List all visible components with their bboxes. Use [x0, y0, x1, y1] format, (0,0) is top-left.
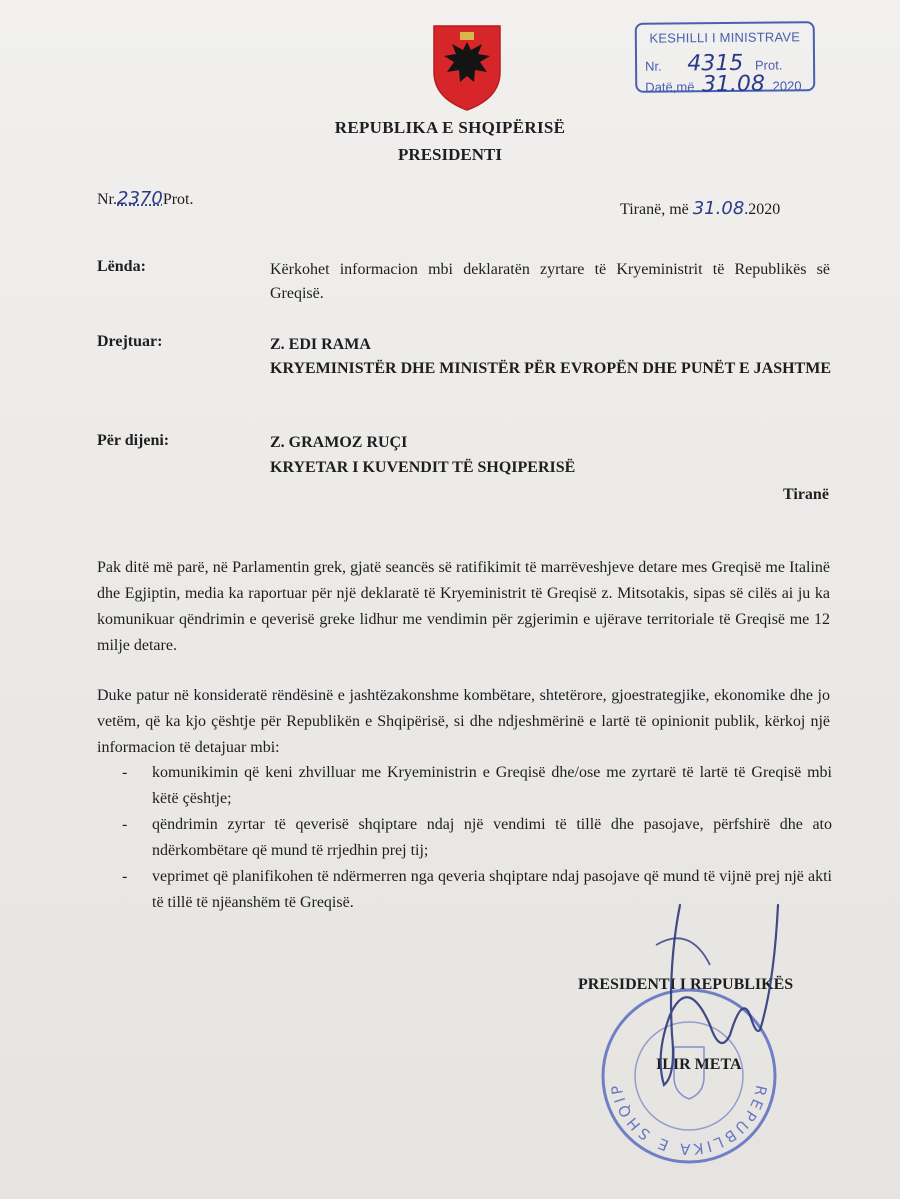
- protocol-nr-label: Nr.: [97, 191, 117, 208]
- subject-text: Kërkohet informacion mbi deklaratën zyrtare të Kryeministrit të Republikës së Greqisë.: [270, 261, 830, 302]
- cc-label: Për dijeni:: [97, 432, 170, 449]
- stamp-nr-value: 4315: [687, 50, 744, 77]
- albanian-emblem-icon: [430, 20, 504, 112]
- stamp-date-label: Datë,më: [645, 79, 695, 95]
- bullet-mark: -: [122, 764, 128, 781]
- stamp-date-row: [645, 71, 805, 97]
- stamp-nr-label: Nr.: [645, 58, 662, 74]
- city-label: Tiranë: [783, 486, 829, 503]
- cc-title: KRYETAR I KUVENDIT TË SHQIPERISË: [270, 459, 576, 476]
- stamp-date-value: 31.08: [701, 71, 766, 98]
- bullet-item: komunikimin që keni zhvilluar me Kryeministrin e Greqisë dhe/ose me zyrtarë të lartë të Greqisë mbi këtë çështje;: [152, 764, 832, 807]
- protocol-prot-label: Prot.: [162, 191, 194, 208]
- stamp-prot-label: Prot.: [754, 57, 783, 73]
- subject-label: Lënda:: [97, 258, 146, 275]
- place-label: Tiranë, më: [620, 201, 689, 218]
- signatory-name: ILIR META: [656, 1056, 742, 1073]
- protocol-number: [97, 186, 193, 212]
- svg-text:REPUBLIKA E SHQIPËRISË · PRESI: REPUBLIKA E SHQIP: [607, 1081, 771, 1159]
- body-paragraph-1: Pak ditë më parë, në Parlamentin grek, gjatë seancës së ratifikimit të marrëveshjeve detare mes Greqisë me Italinë dhe Egjiptin, media ka raportuar për një deklaratë të Kryeministrit të Greqisë z. Mitsotakis, sipas së cilës ai ju ka komunikuar qëndrimin e qeverisë greke lidhur me vendimin për zgjerimin e ujërave territoriale të Greqisë me 12 milje detare.: [97, 559, 830, 654]
- stamp-year: 2020: [772, 78, 802, 94]
- bullet-item: veprimet që planifikohen të ndërmerren nga qeveria shqiptare ndaj pasojave që mund të vijnë prej një akti të tillë të njëanshëm të Greqisë.: [152, 868, 832, 911]
- addressee-name: Z. EDI RAMA: [270, 336, 371, 353]
- bullet-item: qëndrimin zyrtar të qeverisë shqiptare ndaj një vendimi të tillë dhe pasojave, përfshirë dhe ato ndërkombëtare që mund të rrjedhin prej tij;: [152, 816, 832, 859]
- body-paragraph-2: Duke patur në konsideratë rëndësinë e jashtëzakonshme kombëtare, shtetërore, gjoestrategjike, ekonomike dhe jo vetëm, që ka kjo çështje për Republikën e Shqipërisë, si dhe ndjeshmërinë e lartë të opinionit publik, kërkoj një informacion të detajuar mbi:: [97, 687, 830, 756]
- addressee-title: KRYEMINISTËR DHE MINISTËR PËR EVROPËN DHE PUNËT E JASHTME: [270, 360, 831, 377]
- cc-name: Z. GRAMOZ RUÇI: [270, 434, 408, 451]
- place-date: [620, 196, 780, 222]
- letter-date-value: 31.08: [692, 198, 745, 219]
- bullet-mark: -: [122, 868, 128, 885]
- signatory-title: PRESIDENTI I REPUBLIKËS: [578, 976, 794, 993]
- protocol-nr-value: 2370: [117, 188, 163, 209]
- stamp-title: KESHILLI I MINISTRAVE: [649, 29, 801, 46]
- handwritten-signature: [560, 885, 810, 1135]
- registry-stamp: [635, 21, 816, 98]
- addressee-label: Drejtuar:: [97, 333, 163, 350]
- letter-year: .2020: [744, 201, 781, 218]
- bullet-mark: -: [122, 816, 128, 833]
- office-heading: PRESIDENTI: [398, 145, 502, 164]
- republic-heading: REPUBLIKA E SHQIPËRISË: [334, 118, 566, 137]
